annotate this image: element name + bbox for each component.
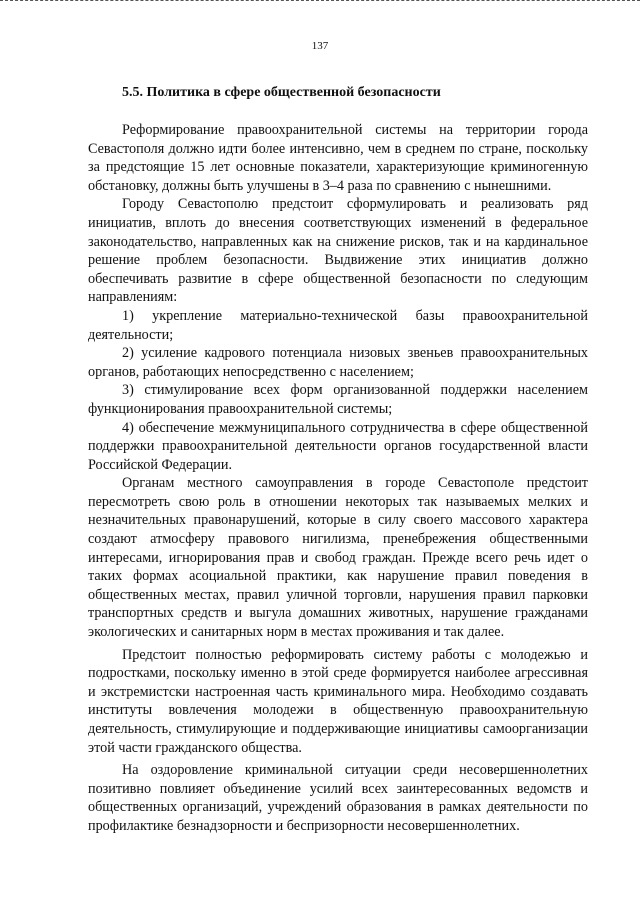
paragraph-local-government: Органам местного самоуправления в городе Севастополе предстоит пересмотреть свою роль в отношении некоторых так называемых мелких и незначительных правонарушений, которые в силу своего массового характера создают атмосферу правового нигилизма, пренебрежения общественными интересами, игнорирования прав и свобод граждан. Прежде всего речь идет о таких формах асоциальной практики, как нарушение правил поведения в общественных местах, правил уличной торговли, нарушения правил парковки транспортных средств и выгула домашних животных, нарушение гражданами экологических и санитарных норм в местах проживания и так далее. — [88, 475, 588, 641]
list-item-2: 2) усиление кадрового потенциала низовых звеньев правоохранительных органов, работающих непосредственно с населением; — [88, 345, 588, 380]
paragraph-reform-intro: Реформирование правоохранительной системы на территории города Севастополя должно идти более интенсивно, чем в среднем по стране, поскольку за предстоящие 15 лет основные показатели, характеризующие криминогенную обстановку, должны быть улучшены в 3–4 раза по сравнению с нынешними. — [88, 122, 588, 194]
paragraph-initiatives: Городу Севастополю предстоит сформулировать и реализовать ряд инициатив, вплоть до внесения соответствующих изменений в федеральное законодательство, направленных как на снижение рисков, так и на кардинальное решение проблем безопасности. Выдвижение этих инициатив должно обеспечивать развитие в сфере общественной безопасности по следующим направлениям: — [88, 196, 588, 306]
paragraph-youth: Предстоит полностью реформировать систему работы с молодежью и подростками, поскольку именно в этой среде формируется наиболее агрессивная и экстремистски настроенная часть криминального мира. Необходимо создавать институты вовлечения молодежи в общественную правоохранительную деятельность, стимулирующие и поддерживающие инициативы самоорганизации этой части гражданского общества. — [88, 646, 588, 756]
section-title: 5.5. Политика в сфере общественной безопасности — [122, 85, 441, 100]
list-item-1: 1) укрепление материально-технической базы правоохранительной деятельности; — [88, 307, 588, 343]
scan-edge-line — [0, 0, 640, 3]
paragraph-minors: На оздоровление криминальной ситуации среди несовершеннолетних позитивно повлияет объединение усилий всех заинтересованных ведомств и общественных организаций, учреждений образования в рамках деятельности по профилактике безнадзорности и беспризорности несовершеннолетних. — [88, 762, 588, 834]
list-item-4: 4) обеспечение межмуниципального сотрудничества в сфере общественной поддержки правоохранительной деятельности органов государственной власти Российской Федерации. — [88, 419, 588, 473]
list-item-3: 3) стимулирование всех форм организованной поддержки населением функционирования правоохранительной системы; — [88, 382, 588, 417]
page-number: 137 — [311, 40, 329, 52]
document-body — [88, 82, 588, 836]
